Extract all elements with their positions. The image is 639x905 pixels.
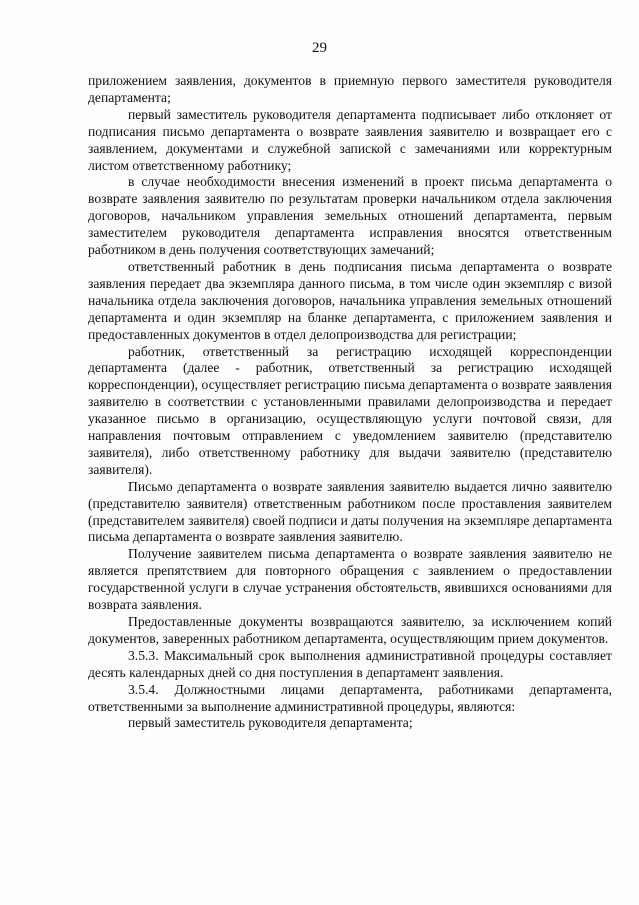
- paragraph: приложением заявления, документов в приемную первого заместителя руководителя департамента;: [88, 73, 612, 105]
- paragraph: Получение заявителем письма департамента о возврате заявления заявителю не является препятствием для повторного обращения с заявлением о предоставлении государственной услуги в случае устранения обстоятельств, явившихся основаниями для возврата заявления.: [88, 546, 612, 613]
- paragraph: 3.5.3. Максимальный срок выполнения административной процедуры составляет десять календарных дней со дня поступления в департамент заявления.: [88, 647, 612, 680]
- paragraph: 3.5.4. Должностными лицами департамента, работниками департамента, ответственными за выполнение административной процедуры, являются:: [88, 681, 612, 714]
- document-body: [88, 73, 612, 732]
- paragraph: Предоставленные документы возвращаются заявителю, за исключением копий документов, заверенных работником департамента, осуществляющим прием документов.: [88, 614, 612, 646]
- page-number: 29: [312, 40, 327, 56]
- paragraph: в случае необходимости внесения изменений в проект письма департамента о возврате заявления заявителю по результатам проверки начальником отдела заключения договоров, начальником управления земельных отношений департамента, первым заместителем руководителя департамента исправления вносятся ответственным работником в день получения соответствующих замечаний;: [88, 174, 612, 258]
- paragraph: первый заместитель руководителя департамента;: [128, 715, 413, 731]
- paragraph: первый заместитель руководителя департамента подписывает либо отклоняет от подписания письмо департамента о возврате заявления заявителю и возвращает его с заявлением, документами и служебной запиской с замечаниями или корректурным листом ответственному работнику;: [88, 106, 612, 173]
- paragraph: ответственный работник в день подписания письма департамента о возврате заявления передает два экземпляра данного письма, в том числе один экземпляр с визой начальника отдела заключения договоров, начальника управления земельных отношений департамента и один экземпляр на бланке департамента, с приложением заявления и предоставленных документов в отдел делопроизводства для регистрации;: [88, 258, 612, 342]
- paragraph: Письмо департамента о возврате заявления заявителю выдается лично заявителю (представителю заявителя) ответственным работником после проставления заявителем (представителем заявителя) своей подписи и даты получения на экземпляре департамента письма департамента о возврате заявления заявителю.: [88, 478, 612, 545]
- paragraph: работник, ответственный за регистрацию исходящей корреспонденции департамента (далее - работник, ответственный за регистрацию исходящей корреспонденции), осуществляет регистрацию письма департамента о возврате заявления заявителю в соответствии с установленными правилами делопроизводства и передает указанное письмо в организацию, осуществляющую услуги почтовой связи, для направления почтовым отправлением с уведомлением заявителю (представителю заявителя), либо ответственному работнику для выдачи заявителю (представителю заявителя).: [88, 343, 612, 477]
